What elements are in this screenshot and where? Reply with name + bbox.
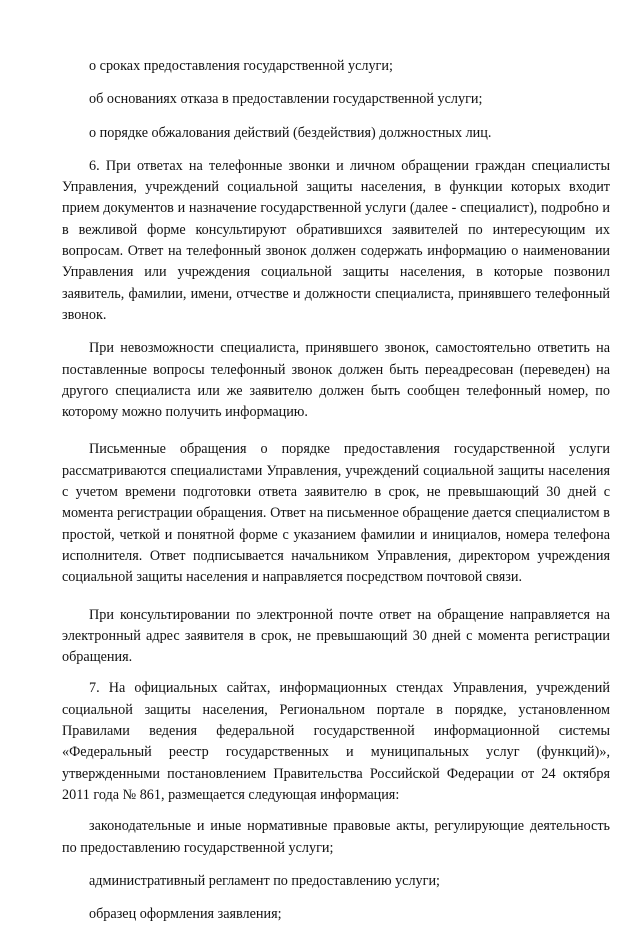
paragraph-item-6: 6. При ответах на телефонные звонки и личном обращении граждан специалисты Управления, учреждений социальной защиты населения, в функции которых входит прием документов и назначение государственной услуги (далее - специалист), подробно и в вежливой форме консультируют обратившихся заявителей по интересующим их вопросам. Ответ на телефонный звонок должен содержать информацию о наименовании Управления или учреждения социальной защиты населения, в которые позвонил заявитель, фамилии, имени, отчестве и должности специалиста, принявшего телефонный звонок.	[62, 157, 610, 323]
paragraph-legal-acts: законодательные и иные нормативные правовые акты, регулирующие деятельность по предоставлению государственной услуги;	[62, 818, 610, 856]
paragraph-written-requests: Письменные обращения о порядке предоставления государственной услуги рассматриваются специалистами Управления, учреждений социальной защиты населения с учетом времени подготовки ответа заявителю в срок, не превышающий 30 дней с момента регистрации обращения. Ответ на письменное обращение дается специалистом в простой, четкой и понятной форме с указанием фамилии и инициалов, номера телефона исполнителя. Ответ подписывается начальником Управления, директором учреждения социальной защиты населения и направляется посредством почтовой связи.	[62, 441, 610, 586]
paragraph-call-redirect: При невозможности специалиста, принявшего звонок, самостоятельно ответить на поставленные вопросы телефонный звонок должен быть переадресован (переведен) на другого специалиста или же заявителю должен быть сообщен телефонный номер, по которому можно получить информацию.	[62, 340, 610, 421]
paragraph-refusal-grounds: об основаниях отказа в предоставлении государственной услуги;	[89, 91, 483, 108]
paragraph-item-7: 7. На официальных сайтах, информационных стендах Управления, учреждений социальной защиты населения, Региональном портале в порядке, установленном Правилами ведения федеральной государственной информационной системы «Федеральный реестр государственных и муниципальных услуг (функций)», утвержденными постановлением Правительства Российской Федерации от 24 октября 2011 года № 861, размещается следующая информация:	[62, 680, 610, 803]
document-page	[62, 56, 610, 925]
paragraph-application-sample: образец оформления заявления;	[89, 906, 282, 923]
paragraph-admin-regulation: административный регламент по предоставлению услуги;	[89, 872, 441, 889]
paragraph-email-consulting: При консультировании по электронной почте ответ на обращение направляется на электронный адрес заявителя в срок, не превышающий 30 дней с момента регистрации обращения.	[62, 606, 610, 666]
paragraph-service-terms: о сроках предоставления государственной услуги;	[89, 58, 393, 74]
paragraph-appeal-procedure: о порядке обжалования действий (бездействия) должностных лиц.	[89, 124, 492, 141]
